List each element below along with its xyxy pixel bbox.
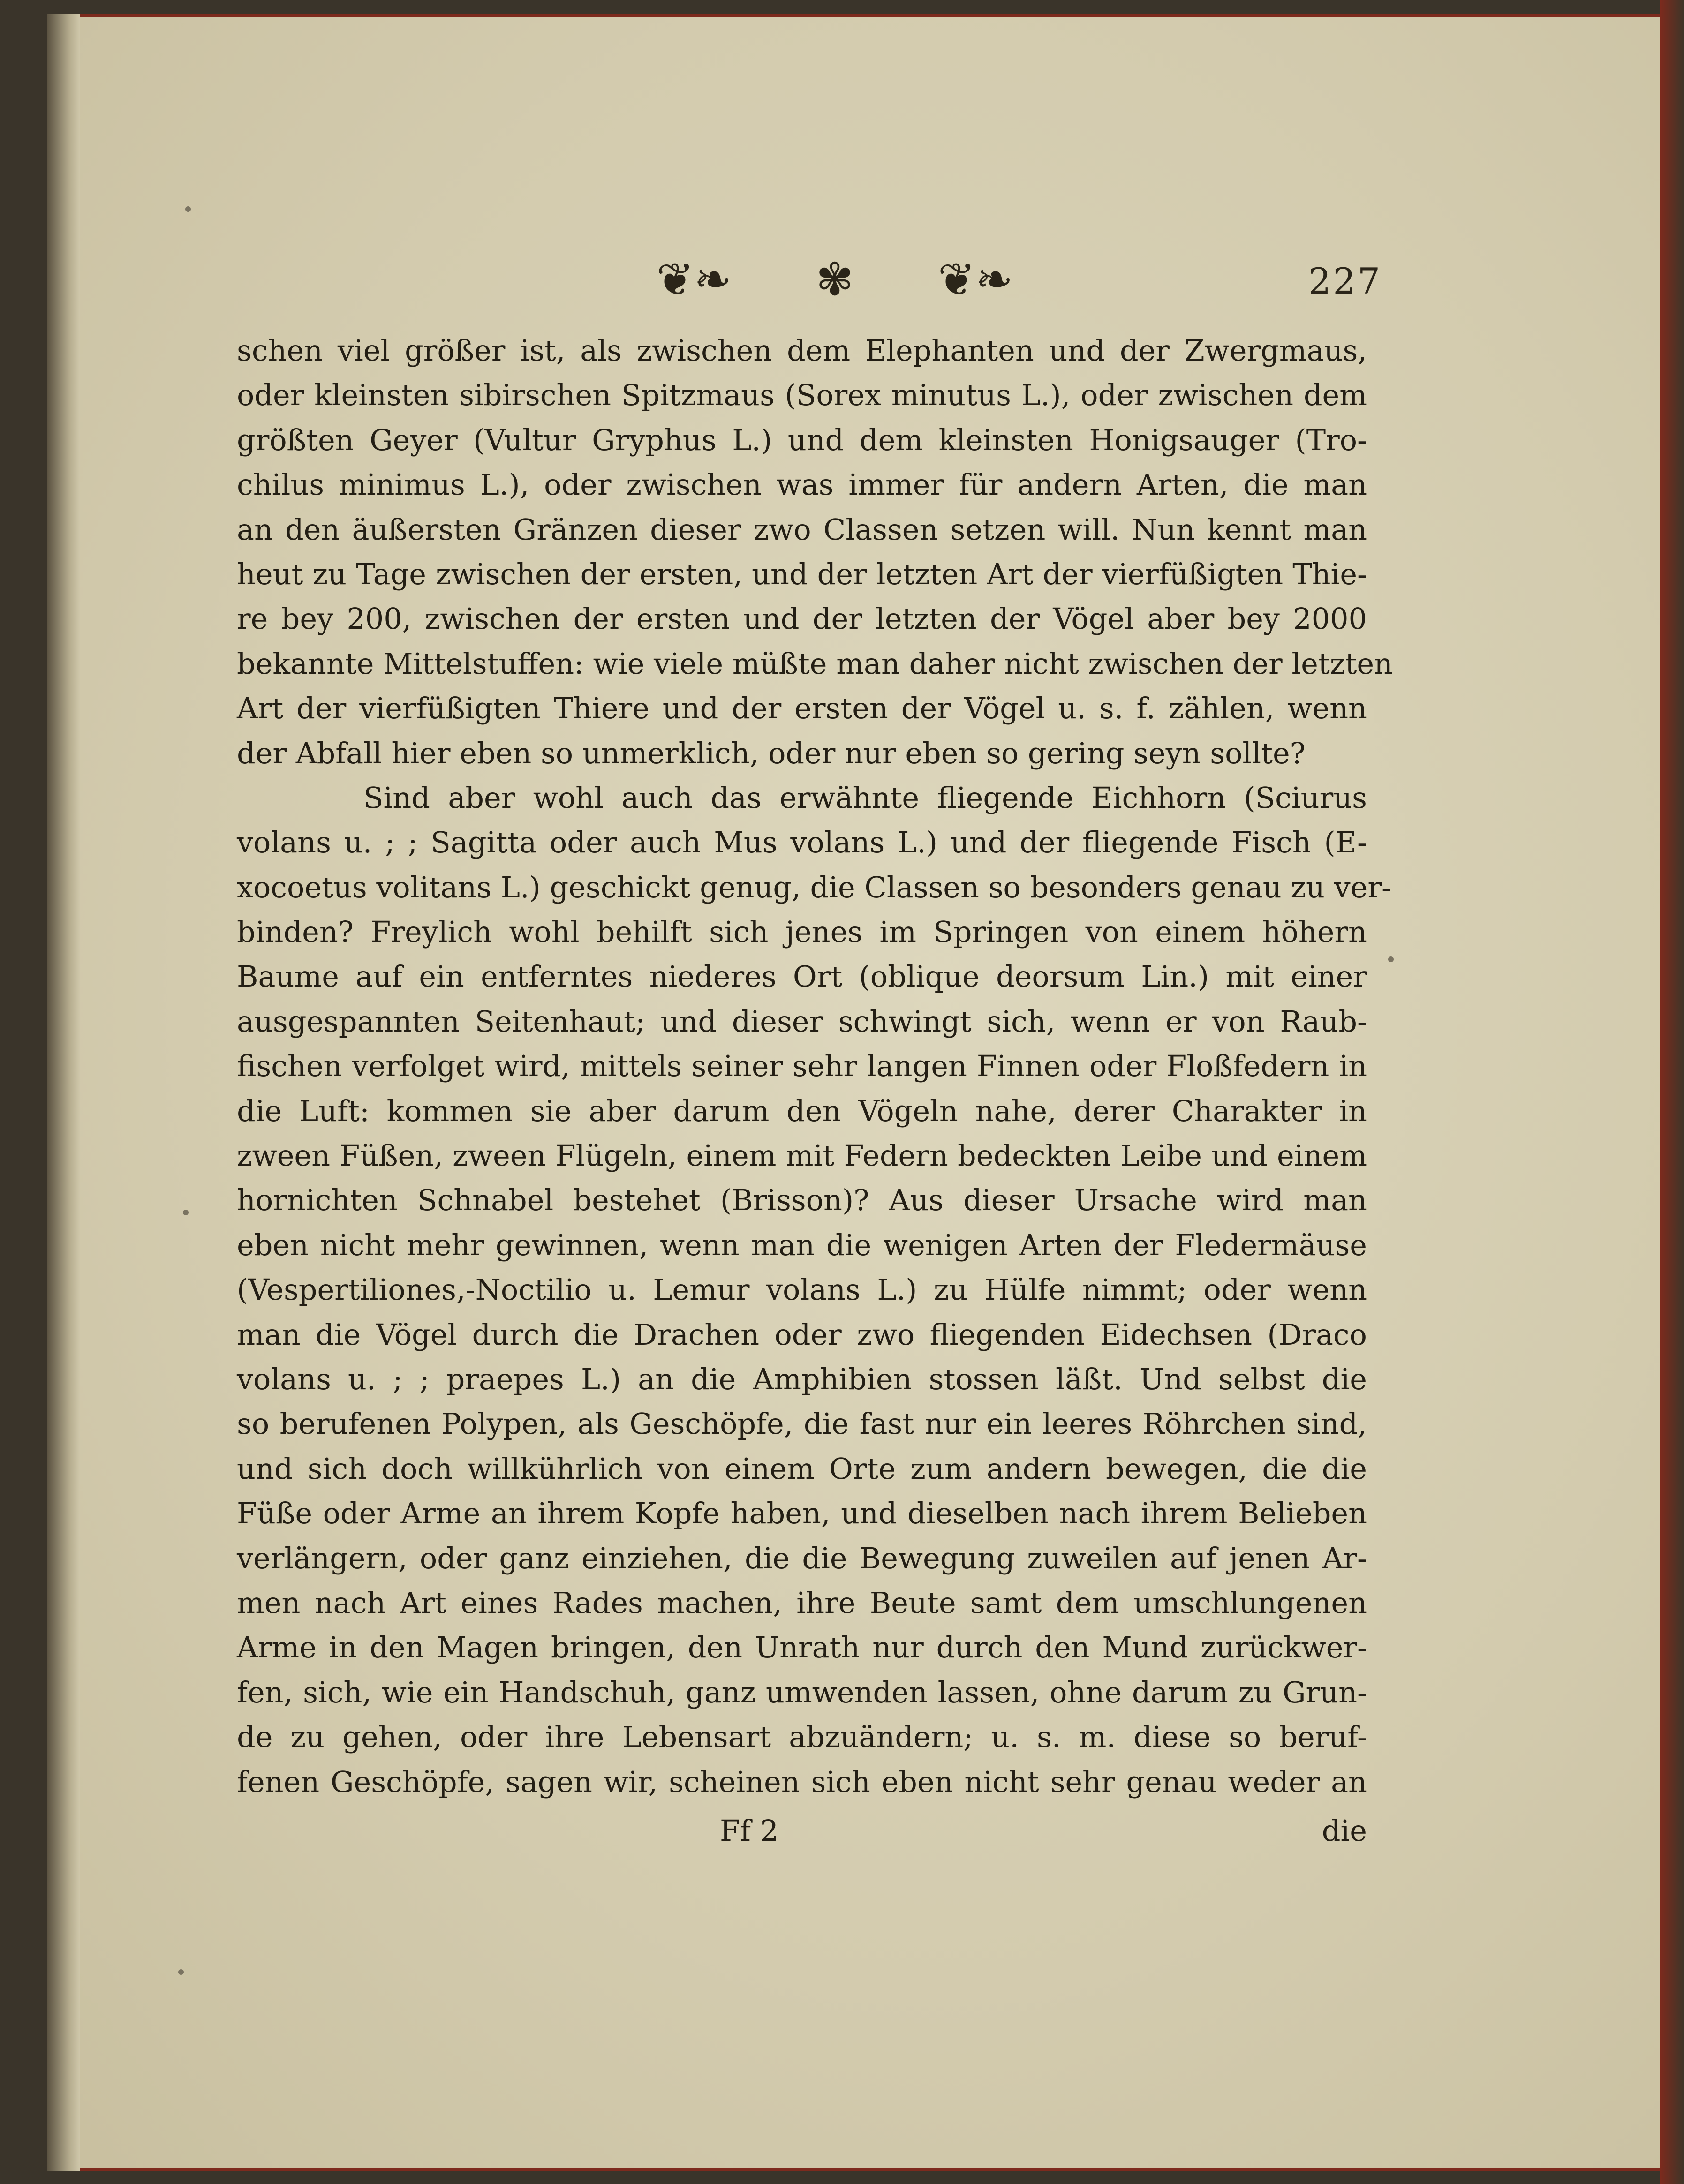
text-line: schen viel größer ist, als zwischen dem Elephanten und der Zwergmaus, — [237, 333, 1367, 368]
text-line: der Abfall hier eben so unmerklich, oder nur eben so gering seyn sollte? — [237, 736, 1306, 770]
text-line: verlängern, oder ganz einziehen, die die Bewegung zuweilen auf jenen Ar- — [237, 1541, 1367, 1575]
catchword: die — [1322, 1814, 1367, 1848]
text-line: und sich doch willkührlich von einem Orte zum andern bewegen, die die — [237, 1451, 1367, 1486]
page-footer — [237, 1814, 1367, 1860]
text-line: men nach Art eines Rades machen, ihre Beute samt dem umschlungenen — [237, 1585, 1367, 1620]
text-line: fischen verfolget wird, mittels seiner sehr langen Finnen oder Floßfedern in — [237, 1049, 1367, 1084]
text-line: volans u. ; ; praepes L.) an die Amphibien stossen läßt. Und selbst die — [237, 1362, 1367, 1396]
text-line: xocoetus volitans L.) geschickt genug, die Classen so besonders genau zu ver- — [237, 870, 1391, 904]
paper-speck — [183, 1210, 189, 1215]
body-text — [237, 328, 1393, 1804]
text-line: Arme in den Magen bringen, den Unrath nur durch den Mund zurückwer- — [237, 1630, 1367, 1665]
text-line: Sind aber wohl auch das erwähnte fliegende Eichhorn (Sciurus — [363, 780, 1367, 815]
text-line: Füße oder Arme an ihrem Kopfe haben, und dieselben nach ihrem Belieben — [237, 1496, 1367, 1531]
paper-speck — [1388, 956, 1394, 962]
leaf-ornament-left: ❦❧ — [656, 253, 732, 306]
text-line: de zu gehen, oder ihre Lebensart abzuändern; u. s. m. diese so beruf- — [237, 1720, 1367, 1755]
text-line: chilus minimus L.), oder zwischen was immer für andern Arten, die man — [237, 467, 1367, 502]
text-line: volans u. ; ; Sagitta oder auch Mus volans L.) und der fliegende Fisch (E- — [237, 825, 1367, 860]
text-line: (Vespertiliones,-Noctilio u. Lemur volans L.) zu Hülfe nimmt; oder wenn — [237, 1273, 1367, 1307]
text-line: hornichten Schnabel bestehet (Brisson)? Aus dieser Ursache wird man — [237, 1183, 1367, 1218]
page-gutter — [47, 14, 80, 2171]
text-line: Baume auf ein entferntes niederes Ort (oblique deorsum Lin.) mit einer — [237, 959, 1367, 994]
text-line: größten Geyer (Vultur Gryphus L.) und dem kleinsten Honigsauger (Tro- — [237, 422, 1367, 457]
text-line: re bey 200, zwischen der ersten und der letzten der Vögel aber bey 2000 — [237, 602, 1367, 636]
page-edge — [1660, 0, 1684, 2184]
page-header-ornaments — [647, 253, 1022, 305]
text-line: so berufenen Polypen, als Geschöpfe, die fast nur ein leeres Röhrchen sind, — [237, 1407, 1367, 1441]
text-line: binden? Freylich wohl behilft sich jenes im Springen von einem höhern — [237, 915, 1367, 949]
rosette-ornament: ✾ — [816, 253, 854, 306]
text-line: an den äußersten Gränzen dieser zwo Classen setzen will. Nun kennt man — [237, 512, 1367, 547]
text-line: Art der vierfüßigten Thiere und der ersten der Vögel u. s. f. zählen, wenn — [237, 691, 1367, 726]
text-line: bekannte Mittelstuffen: wie viele müßte man daher nicht zwischen der letzten — [237, 646, 1393, 681]
page-number: 227 — [1308, 260, 1382, 302]
text-line: ausgespannten Seitenhaut; und dieser schwingt sich, wenn er von Raub- — [237, 1004, 1367, 1039]
text-line: die Luft: kommen sie aber darum den Vögeln nahe, derer Charakter in — [237, 1093, 1367, 1128]
text-line: fen, sich, wie ein Handschuh, ganz umwenden lassen, ohne darum zu Grun- — [237, 1675, 1367, 1710]
text-line: oder kleinsten sibirschen Spitzmaus (Sorex minutus L.), oder zwischen dem — [237, 378, 1367, 413]
text-line: zween Füßen, zween Flügeln, einem mit Federn bedeckten Leibe und einem — [237, 1138, 1367, 1173]
leaf-ornament-right: ❦❧ — [937, 253, 1013, 306]
paper-speck — [178, 1969, 184, 1975]
text-line: heut zu Tage zwischen der ersten, und der letzten Art der vierfüßigten Thie- — [237, 557, 1367, 591]
text-line: man die Vögel durch die Drachen oder zwo fliegenden Eidechsen (Draco — [237, 1317, 1367, 1352]
text-line: fenen Geschöpfe, sagen wir, scheinen sich eben nicht sehr genau weder an — [237, 1764, 1367, 1799]
signature-mark: Ff 2 — [720, 1814, 779, 1848]
text-line: eben nicht mehr gewinnen, wenn man die wenigen Arten der Fledermäuse — [237, 1228, 1367, 1262]
paper-speck — [185, 206, 191, 212]
